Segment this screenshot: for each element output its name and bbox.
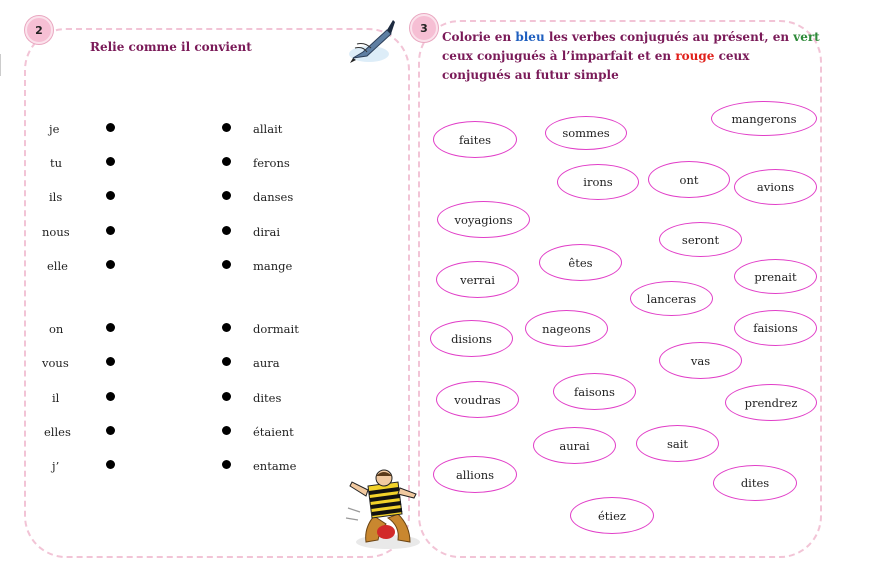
verb-oval[interactable]: faisons	[553, 373, 636, 410]
left-connector-dot[interactable]	[106, 426, 115, 435]
instruction-blue-word: bleu	[515, 30, 545, 44]
subject-word: ils	[49, 190, 63, 204]
verb-oval[interactable]: verrai	[436, 261, 519, 298]
left-connector-dot[interactable]	[106, 460, 115, 469]
right-connector-dot[interactable]	[222, 226, 231, 235]
verb-word: entame	[253, 459, 297, 473]
subject-word: elle	[47, 259, 68, 273]
verb-word: dirai	[253, 225, 281, 239]
verb-oval[interactable]: irons	[557, 164, 639, 200]
verb-oval[interactable]: faisions	[734, 310, 817, 346]
instruction-text: ceux conjugués au futur simple	[442, 49, 750, 82]
right-connector-dot[interactable]	[222, 392, 231, 401]
instruction-text: ceux conjugués à l’imparfait et en	[442, 49, 676, 63]
verb-oval[interactable]: aurai	[533, 427, 616, 464]
right-connector-dot[interactable]	[222, 157, 231, 166]
verb-oval[interactable]: ont	[648, 161, 730, 198]
verb-oval[interactable]: disions	[430, 320, 513, 357]
instruction-text: Colorie en	[442, 30, 516, 44]
verb-oval[interactable]: sommes	[545, 116, 627, 150]
subject-word: vous	[42, 356, 69, 370]
verb-word: dites	[253, 391, 282, 405]
verb-oval[interactable]: mangerons	[711, 101, 817, 136]
verb-oval[interactable]: prenait	[734, 259, 817, 294]
left-connector-dot[interactable]	[106, 123, 115, 132]
right-connector-dot[interactable]	[222, 460, 231, 469]
subject-word: il	[52, 391, 60, 405]
verb-word: aura	[253, 356, 280, 370]
verb-oval[interactable]: voyagions	[437, 201, 530, 238]
verb-word: allait	[253, 122, 283, 136]
verb-oval[interactable]: prendrez	[725, 384, 817, 421]
right-connector-dot[interactable]	[222, 323, 231, 332]
left-connector-dot[interactable]	[106, 357, 115, 366]
left-connector-dot[interactable]	[106, 157, 115, 166]
left-connector-dot[interactable]	[106, 191, 115, 200]
exercise-2-number-badge: 2	[25, 16, 53, 44]
exercise-3-instruction	[442, 28, 822, 85]
margin-mark	[0, 54, 1, 76]
subject-word: on	[49, 322, 64, 336]
subject-word: elles	[44, 425, 71, 439]
verb-word: mange	[253, 259, 293, 273]
verb-oval[interactable]: nageons	[525, 310, 608, 347]
verb-oval[interactable]: voudras	[436, 381, 519, 418]
subject-word: je	[49, 122, 60, 136]
left-connector-dot[interactable]	[106, 323, 115, 332]
instruction-green-word: vert	[793, 30, 820, 44]
exercise-3-number-badge: 3	[410, 14, 438, 42]
instruction-red-word: rouge	[675, 49, 715, 63]
exercise-2-title: Relie comme il convient	[90, 40, 252, 54]
right-connector-dot[interactable]	[222, 191, 231, 200]
subject-word: j’	[52, 459, 60, 473]
subject-word: nous	[42, 225, 70, 239]
subject-word: tu	[50, 156, 63, 170]
left-connector-dot[interactable]	[106, 392, 115, 401]
verb-word: étaient	[253, 425, 294, 439]
verb-oval[interactable]: dites	[713, 465, 797, 501]
instruction-text: les verbes conjugués au présent, en	[544, 30, 794, 44]
right-connector-dot[interactable]	[222, 357, 231, 366]
verb-oval[interactable]: étiez	[570, 497, 654, 534]
verb-oval[interactable]: lanceras	[630, 281, 713, 316]
verb-word: dormait	[253, 322, 299, 336]
verb-word: ferons	[253, 156, 290, 170]
verb-oval[interactable]: seront	[659, 222, 742, 257]
verb-oval[interactable]: êtes	[539, 244, 622, 281]
verb-oval[interactable]: avions	[734, 169, 817, 205]
verb-oval[interactable]: faites	[433, 121, 517, 158]
right-connector-dot[interactable]	[222, 426, 231, 435]
verb-oval[interactable]: sait	[636, 425, 719, 462]
verb-oval[interactable]: vas	[659, 342, 742, 379]
verb-word: danses	[253, 190, 294, 204]
pen-icon	[347, 14, 397, 66]
left-connector-dot[interactable]	[106, 226, 115, 235]
right-connector-dot[interactable]	[222, 123, 231, 132]
verb-oval[interactable]: allions	[433, 456, 517, 493]
right-connector-dot[interactable]	[222, 260, 231, 269]
left-connector-dot[interactable]	[106, 260, 115, 269]
